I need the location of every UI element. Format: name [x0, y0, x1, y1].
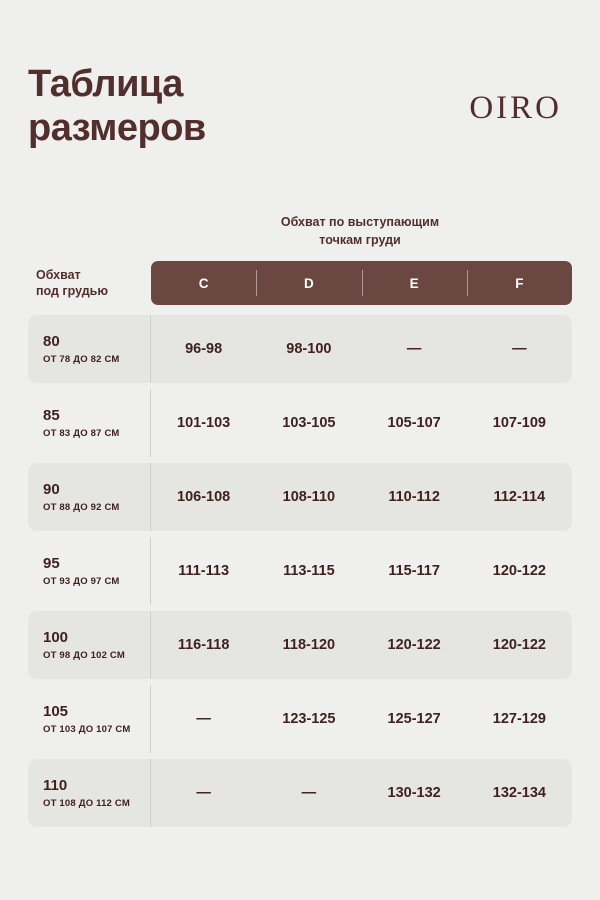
- row-cells: [151, 685, 572, 753]
- column-header-c: C: [198, 275, 209, 291]
- cell-c: 111-113: [178, 563, 230, 580]
- cell-f: 120-122: [492, 563, 546, 580]
- row-cells: [151, 611, 572, 679]
- cell-d: 103-105: [282, 415, 336, 432]
- cell-d: 98-100: [286, 341, 332, 358]
- table-row: [28, 537, 572, 605]
- page-header: [28, 0, 572, 151]
- cell-f: 127-129: [492, 711, 546, 728]
- cell-f: 112-114: [493, 489, 546, 506]
- row-header: [28, 315, 151, 383]
- cell-f: 120-122: [492, 637, 546, 654]
- column-header-f: F: [467, 261, 572, 305]
- table-row: [28, 685, 572, 753]
- row-header: [28, 463, 151, 531]
- row-cells: [151, 389, 572, 457]
- cell-e: 120-122: [387, 637, 441, 654]
- cup-column-headers: [151, 261, 572, 305]
- cell-c: 96-98: [185, 341, 223, 358]
- column-header-d: D: [256, 261, 361, 305]
- cell-f: 132-134: [492, 785, 546, 802]
- brand-logo: OIRO: [469, 90, 562, 126]
- row-size: 90: [43, 481, 60, 499]
- row-size: 80: [43, 333, 60, 351]
- table-row: [28, 759, 572, 827]
- table-row: [28, 389, 572, 457]
- row-cells: [151, 315, 572, 383]
- size-table: [28, 261, 572, 827]
- row-range: ОТ 88 ДО 92 СМ: [43, 502, 120, 514]
- row-cells: [151, 759, 572, 827]
- row-size: 110: [43, 777, 68, 795]
- row-size: 100: [43, 629, 69, 647]
- row-size: 105: [43, 703, 69, 721]
- cell-e: 130-132: [387, 785, 441, 802]
- row-range: ОТ 93 ДО 97 СМ: [43, 576, 120, 588]
- underbust-label-line2: под грудью: [36, 284, 109, 299]
- cell-d: 118-120: [282, 637, 336, 654]
- cell-c: —: [196, 785, 211, 802]
- table-row: [28, 611, 572, 679]
- bust-measure-caption-line2: точкам груди: [319, 233, 401, 248]
- row-range: ОТ 103 ДО 107 СМ: [43, 724, 131, 736]
- cell-e: 110-112: [388, 489, 440, 506]
- row-range: ОТ 98 ДО 102 СМ: [43, 650, 125, 662]
- row-header: [28, 759, 151, 827]
- table-header-row: [28, 261, 572, 305]
- bust-measure-caption-line1: Обхват по выступающим: [280, 214, 440, 229]
- underbust-label-line1: Обхват: [36, 267, 81, 282]
- row-header: [28, 611, 151, 679]
- column-header-e: E: [362, 261, 467, 305]
- cell-c: 106-108: [177, 489, 231, 506]
- row-size: 85: [43, 407, 60, 425]
- cell-e: 105-107: [387, 415, 441, 432]
- row-range: ОТ 78 ДО 82 СМ: [43, 354, 120, 366]
- row-header: [28, 537, 151, 605]
- underbust-column-label: [28, 261, 151, 305]
- row-range: ОТ 108 ДО 112 СМ: [43, 798, 130, 810]
- cell-e: 125-127: [387, 711, 441, 728]
- row-size: 95: [43, 555, 60, 573]
- cell-f: 107-109: [492, 415, 546, 432]
- page-title: Таблица размеров: [28, 63, 206, 150]
- cell-d: —: [301, 785, 317, 802]
- cell-d: 113-115: [283, 563, 335, 580]
- cell-d: 123-125: [282, 711, 336, 728]
- bust-measure-caption: [28, 213, 572, 249]
- cell-d: 108-110: [282, 489, 336, 506]
- cell-e: 115-117: [388, 563, 440, 580]
- row-header: [28, 389, 151, 457]
- row-cells: [151, 537, 572, 605]
- row-range: ОТ 83 ДО 87 СМ: [43, 428, 120, 440]
- row-header: [28, 685, 151, 753]
- cell-c: —: [196, 711, 211, 728]
- table-row: [28, 463, 572, 531]
- cell-c: 101-103: [177, 415, 231, 432]
- cell-e: —: [406, 341, 422, 358]
- row-cells: [151, 463, 572, 531]
- cell-f: —: [512, 341, 527, 358]
- cell-c: 116-118: [177, 637, 230, 654]
- table-row: [28, 315, 572, 383]
